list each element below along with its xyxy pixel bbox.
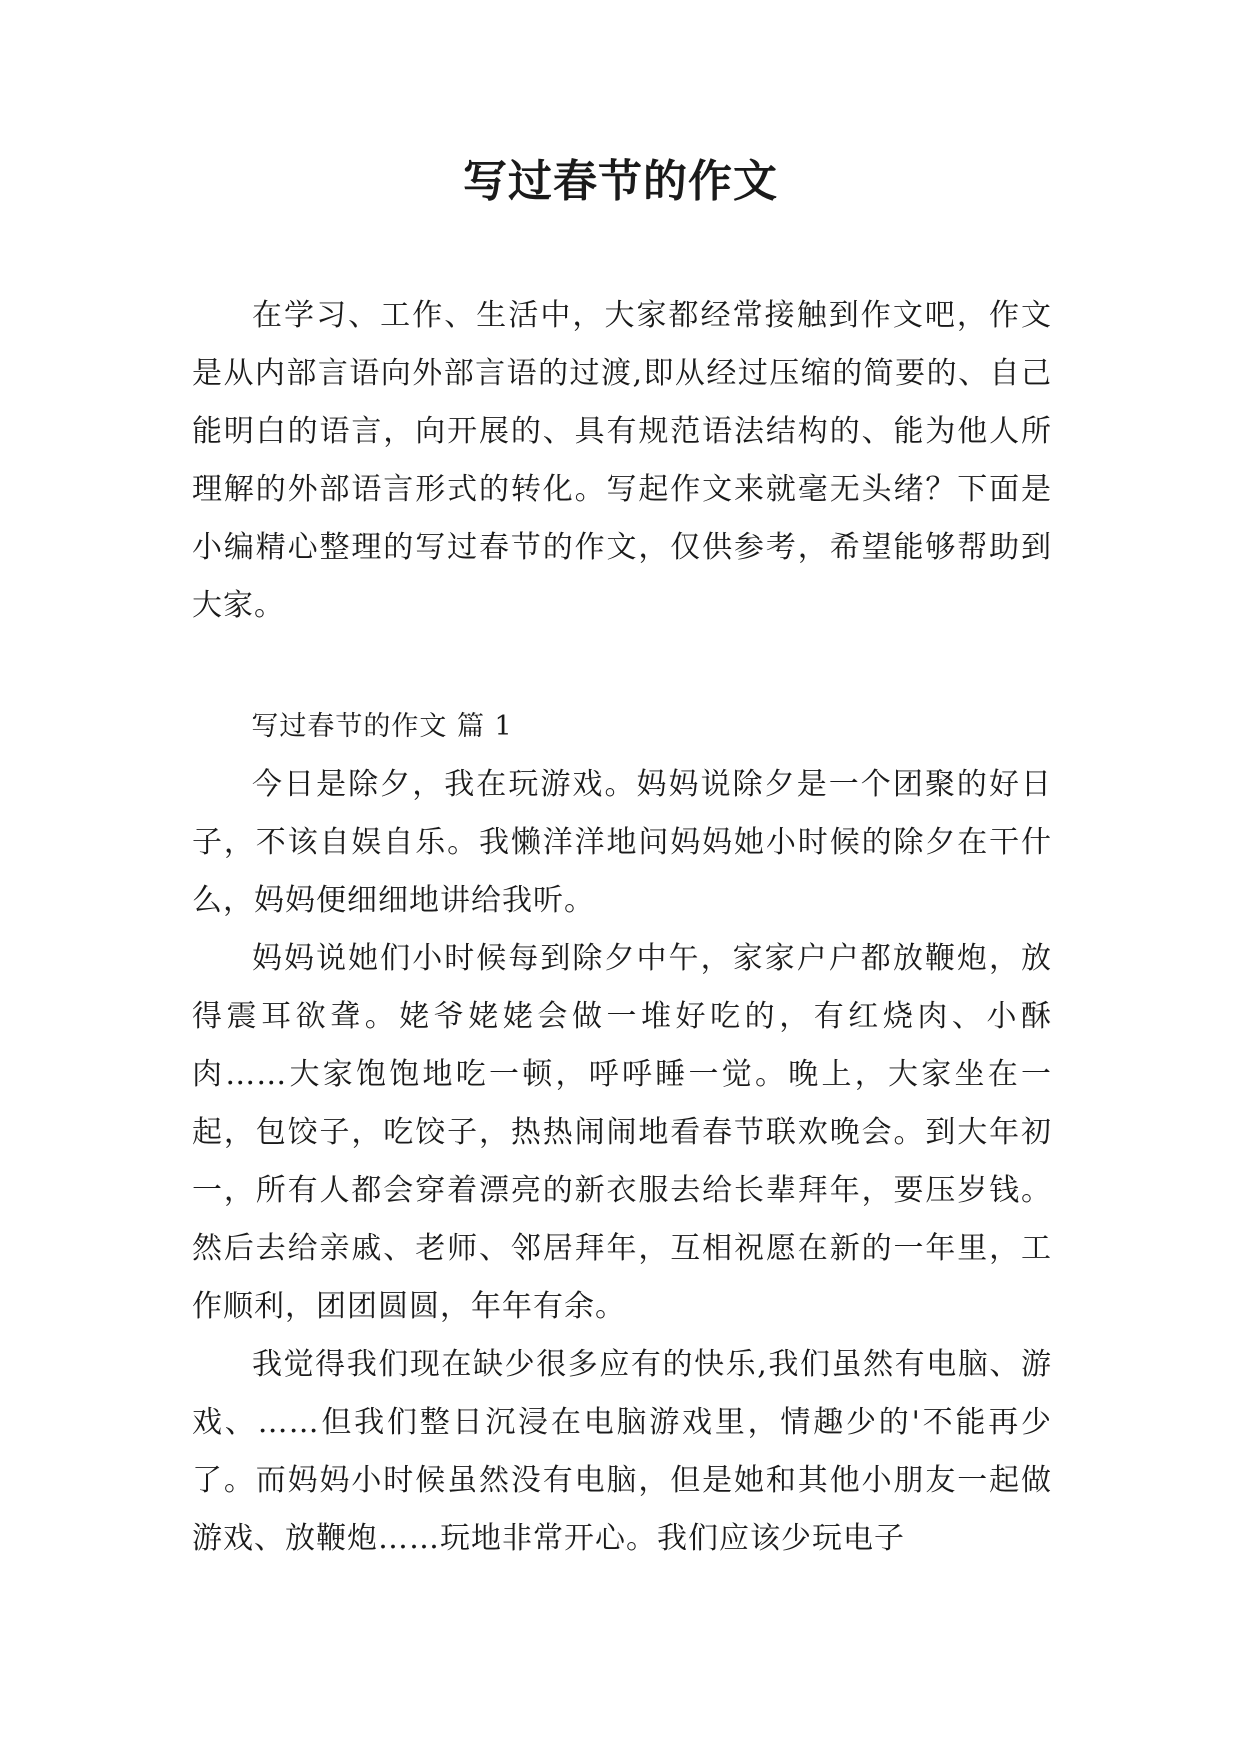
section-heading: 写过春节的作文 篇 1 — [251, 711, 513, 742]
intro-block — [192, 287, 1052, 635]
intro-paragraph: 在学习、工作、生活中，大家都经常接触到作文吧，作文是从内部言语向外部言语的过渡,即从经过压缩的简要的、自己能明白的语言，向开展的、具有规范语法结构的、能为他人所理解的外部语言形式的转化。写起作文来就毫无头绪？下面是小编精心整理的写过春节的作文，仅供参考，希望能够帮助到大家。 — [192, 298, 1052, 623]
body-paragraph: 我觉得我们现在缺少很多应有的快乐,我们虽然有电脑、游戏、……但我们整日沉浸在电脑游戏里，情趣少的'不能再少了。而妈妈小时候虽然没有电脑，但是她和其他小朋友一起做游戏、放鞭炮……玩地非常开心。我们应该少玩电子 — [192, 1347, 1052, 1556]
body-paragraph: 今日是除夕，我在玩游戏。妈妈说除夕是一个团聚的好日子，不该自娱自乐。我懒洋洋地问妈妈她小时候的除夕在干什么，妈妈便细细地讲给我听。 — [192, 767, 1052, 918]
essay-section — [192, 698, 1052, 1568]
document-title: 写过春节的作文 — [463, 156, 778, 207]
body-paragraph: 妈妈说她们小时候每到除夕中午，家家户户都放鞭炮，放得震耳欲聋。姥爷姥姥会做一堆好吃的，有红烧肉、小酥肉……大家饱饱地吃一顿，呼呼睡一觉。晚上，大家坐在一起，包饺子，吃饺子，热热闹闹地看春节联欢晚会。到大年初一，所有人都会穿着漂亮的新衣服去给长辈拜年，要压岁钱。然后去给亲戚、老师、邻居拜年，互相祝愿在新的一年里，工作顺利，团团圆圆，年年有余。 — [192, 941, 1052, 1324]
